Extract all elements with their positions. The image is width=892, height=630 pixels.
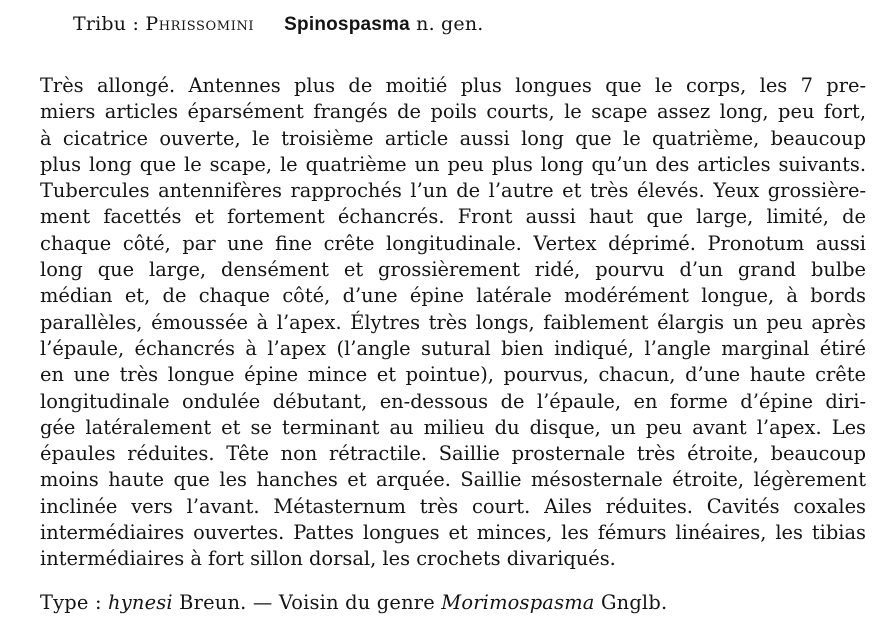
tribe-label: Tribu : — [73, 13, 146, 35]
description-line: gée latéralement et se terminant au milieu du disque, un peu avant l’apex. Les — [40, 415, 866, 439]
tribe-name: Phrissomini — [145, 13, 255, 35]
description-line: chaque côté, par une fine crête longitudinale. Vertex déprimé. Pronotum aussi — [40, 231, 866, 255]
description-line: à cicatrice ouverte, le troisième article aussi long que le quatrième, beaucoup — [40, 126, 866, 150]
genus-description — [40, 73, 866, 573]
genus-name: Spinospasma — [284, 14, 410, 35]
description-line: médian et, de chaque côté, d’une épine latérale modérément longue, à bords — [40, 284, 866, 308]
related-genus-name: Morimospasma — [441, 591, 595, 614]
type-species-line — [40, 591, 667, 614]
description-line: miers articles éparsément frangés de poils courts, le scape assez long, peu fort, — [40, 100, 866, 124]
description-line: inclinée vers l’avant. Métasternum très court. Ailes réduites. Cavités coxales — [40, 494, 866, 518]
description-line: Très allongé. Antennes plus de moitié plus longues que le corps, les 7 pre- — [40, 74, 866, 97]
description-line: moins haute que les hanches et arquée. Saillie mésosternale étroite, légèrement — [40, 468, 866, 492]
type-species-name: hynesi — [108, 591, 173, 614]
type-author-and-note: Breun. — Voisin du genre — [172, 591, 442, 614]
description-line: parallèles, émoussée à l’apex. Élytres très longs, faiblement élargis un peu après — [40, 310, 866, 334]
taxon-header — [73, 13, 484, 36]
description-line: l’épaule, échancrés à l’apex (l’angle sutural bien indiqué, l’angle marginal étiré — [40, 336, 866, 360]
description-line: en une très longue épine mince et pointue), pourvus, chacun, d’une haute crête — [40, 363, 866, 387]
description-line: intermédiaires ouvertes. Pattes longues et minces, les fémurs linéaires, les tibias — [40, 521, 866, 545]
description-line: longitudinale ondulée débutant, en-dessous de l’épaule, en forme d’épine diri- — [40, 389, 866, 413]
type-label: Type : — [40, 591, 109, 614]
related-genus-author: Gnglb. — [594, 591, 668, 614]
description-line: intermédiaires à fort sillon dorsal, les crochets divariqués. — [40, 547, 616, 571]
description-line: épaules réduites. Tête non rétractile. Saillie prosternale très étroite, beaucoup — [40, 442, 866, 466]
description-line: long que large, densément et grossièrement ridé, pourvu d’un grand bulbe — [40, 258, 866, 282]
description-line: Tubercules antennifères rapprochés l’un de l’autre et très élevés. Yeux grossière- — [40, 179, 866, 203]
description-line: plus long que le scape, le quatrième un peu plus long qu’un des articles suivants. — [40, 152, 866, 176]
genus-status: n. gen. — [409, 13, 484, 35]
description-line: ment facettés et fortement échancrés. Front aussi haut que large, limité, de — [40, 205, 866, 229]
